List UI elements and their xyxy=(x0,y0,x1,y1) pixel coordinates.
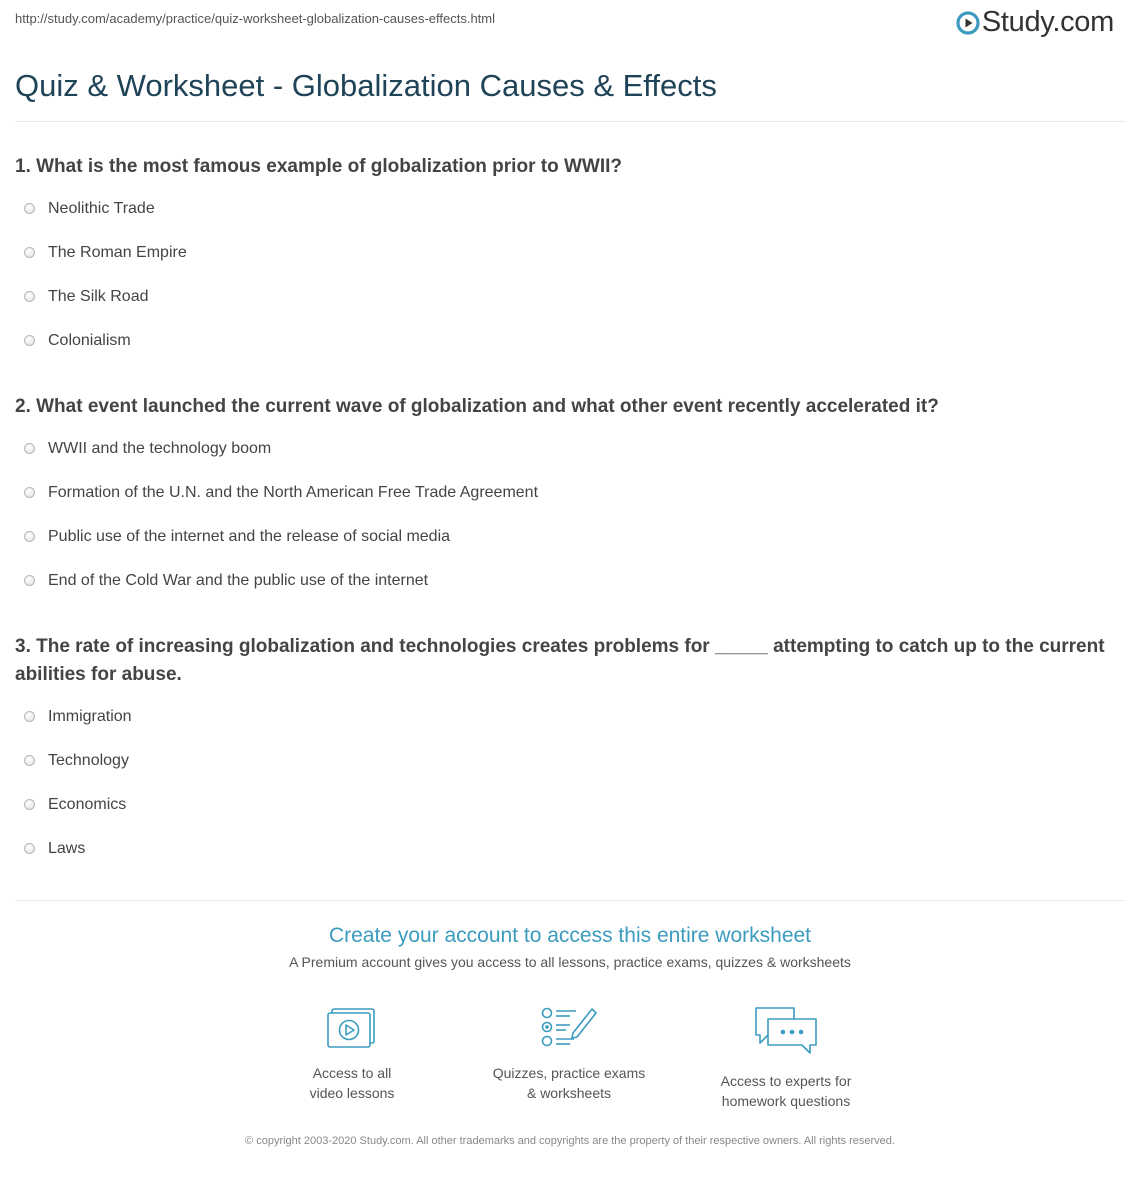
radio-button[interactable] xyxy=(24,203,35,214)
radio-button[interactable] xyxy=(24,291,35,302)
feature-video-lessons xyxy=(252,1005,452,1103)
answer-option[interactable] xyxy=(24,244,187,262)
answer-label: The Silk Road xyxy=(48,288,149,305)
radio-button[interactable] xyxy=(24,755,35,766)
question-1: 1. What is the most famous example of globalization prior to WWII? xyxy=(15,156,622,177)
quiz-checklist-icon xyxy=(540,1005,598,1049)
answer-option[interactable] xyxy=(24,528,450,546)
answer-label: Neolithic Trade xyxy=(48,200,155,217)
page-url: http://study.com/academy/practice/quiz-worksheet-globalization-causes-effects.html xyxy=(15,11,496,26)
answer-option[interactable] xyxy=(24,288,149,306)
answer-option[interactable] xyxy=(24,796,126,814)
radio-button[interactable] xyxy=(24,711,35,722)
radio-button[interactable] xyxy=(24,799,35,810)
radio-button[interactable] xyxy=(24,843,35,854)
radio-button[interactable] xyxy=(24,487,35,498)
page-title: Quiz & Worksheet - Globalization Causes & Effects xyxy=(15,68,717,103)
answer-option[interactable] xyxy=(24,332,131,350)
answer-label: WWII and the technology boom xyxy=(48,440,272,457)
answer-option[interactable] xyxy=(24,572,428,590)
chat-experts-icon xyxy=(754,1005,818,1057)
feature-label: Access to all video lessons xyxy=(309,1065,395,1101)
feature-label: Quizzes, practice exams & worksheets xyxy=(492,1065,646,1101)
answer-label: Colonialism xyxy=(48,332,131,349)
radio-button[interactable] xyxy=(24,531,35,542)
answer-option[interactable] xyxy=(24,440,271,458)
radio-button[interactable] xyxy=(24,575,35,586)
divider xyxy=(15,121,1125,122)
answer-label: Technology xyxy=(48,752,129,769)
radio-button[interactable] xyxy=(24,443,35,454)
answer-label: The Roman Empire xyxy=(48,244,187,261)
radio-button[interactable] xyxy=(24,247,35,258)
logo-text: Study.com xyxy=(981,6,1114,38)
answer-label: Public use of the internet and the release of social media xyxy=(48,528,451,545)
cta-title[interactable]: Create your account to access this entire worksheet xyxy=(328,924,812,947)
feature-experts xyxy=(686,1005,886,1111)
answer-option[interactable] xyxy=(24,752,129,770)
cta-subtitle: A Premium account gives you access to all lessons, practice exams, quizzes & worksheets xyxy=(289,954,851,970)
answer-option[interactable] xyxy=(24,708,132,726)
copyright-text: © copyright 2003-2020 Study.com. All other trademarks and copyrights are the property of their respective owners. All rights reserved. xyxy=(245,1135,895,1147)
answer-label: End of the Cold War and the public use of the internet xyxy=(48,572,429,589)
feature-label: Access to experts for homework questions xyxy=(720,1073,852,1109)
answer-label: Formation of the U.N. and the North American Free Trade Agreement xyxy=(48,484,539,501)
radio-button[interactable] xyxy=(24,335,35,346)
answer-label: Economics xyxy=(48,796,127,813)
answer-option[interactable] xyxy=(24,484,538,502)
answer-label: Laws xyxy=(48,840,86,857)
feature-quizzes xyxy=(469,1005,669,1103)
answer-option[interactable] xyxy=(24,840,85,858)
answer-option[interactable] xyxy=(24,200,155,218)
video-lessons-icon xyxy=(326,1005,378,1049)
question-3: 3. The rate of increasing globalization and technologies creates problems for _____ attempting to catch up to the current abilities for abuse. xyxy=(15,636,1105,685)
play-circle-icon xyxy=(956,11,980,35)
divider xyxy=(15,900,1125,901)
answer-label: Immigration xyxy=(48,708,132,725)
question-2: 2. What event launched the current wave of globalization and what other event recently accelerated it? xyxy=(15,396,939,417)
copyright xyxy=(0,1133,1140,1150)
study-logo[interactable] xyxy=(956,6,1114,39)
